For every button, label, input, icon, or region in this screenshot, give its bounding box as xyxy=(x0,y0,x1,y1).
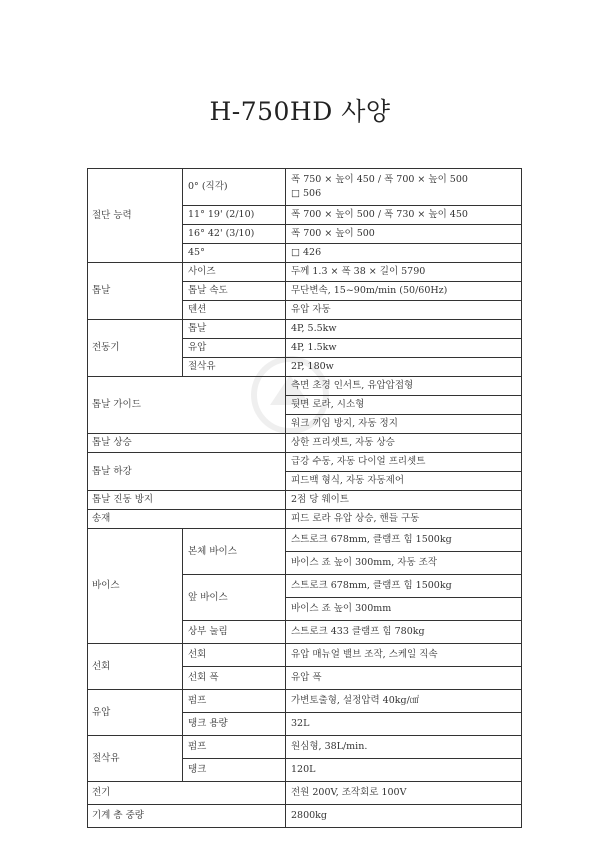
row-label-vibration: 톱날 진동 방지 xyxy=(88,491,286,510)
spec-table xyxy=(87,168,522,828)
row-label-descent: 톱날 하강 xyxy=(88,453,286,491)
hydraulic-pump-label: 펌프 xyxy=(183,690,286,713)
row-label-guide: 톱날 가이드 xyxy=(88,377,286,434)
cutting-value-0 xyxy=(286,169,522,206)
swivel-sub-label: 선회 xyxy=(183,644,286,667)
row-label-vise: 바이스 xyxy=(88,529,183,644)
descent-line1: 급강 수동, 자동 다이얼 프리셋트 xyxy=(286,453,522,472)
vise-main-line1: 스트로크 678mm, 클램프 힘 1500kg xyxy=(286,529,522,552)
coolant-tank-label: 탱크 xyxy=(183,759,286,782)
guide-line3: 워크 끼임 방지, 자동 정지 xyxy=(286,415,522,434)
table-row xyxy=(88,644,522,667)
blade-tension-value: 유압 자동 xyxy=(286,301,522,320)
vibration-value: 2점 당 웨이트 xyxy=(286,491,522,510)
rise-value: 상한 프리셋트, 자동 상승 xyxy=(286,434,522,453)
coolant-pump-value: 원심형, 38L/min. xyxy=(286,736,522,759)
swivel-sub-value: 유압 매뉴얼 밸브 조작, 스케일 직속 xyxy=(286,644,522,667)
hydraulic-tank-label: 탱크 용량 xyxy=(183,713,286,736)
table-row xyxy=(88,491,522,510)
table-row xyxy=(88,453,522,472)
hydraulic-tank-value: 32L xyxy=(286,713,522,736)
motor-hyd-value: 4P, 1.5kw xyxy=(286,339,522,358)
vise-top-label: 상부 눌림 xyxy=(183,621,286,644)
motor-blade-label: 톱날 xyxy=(183,320,286,339)
vise-front-line1: 스트로크 678mm, 클램프 힘 1500kg xyxy=(286,575,522,598)
vise-front-label: 앞 바이스 xyxy=(183,575,286,621)
row-label-motor: 전동기 xyxy=(88,320,183,377)
swivel-width-label: 선회 폭 xyxy=(183,667,286,690)
weight-value: 2800kg xyxy=(286,805,522,828)
vise-main-label: 본체 바이스 xyxy=(183,529,286,575)
vise-main-line2: 바이스 죠 높이 300mm, 자동 조작 xyxy=(286,552,522,575)
blade-tension-label: 텐션 xyxy=(183,301,286,320)
blade-size-label: 사이즈 xyxy=(183,263,286,282)
table-row xyxy=(88,169,522,206)
cutting-angle-45: 45° xyxy=(183,244,286,263)
guide-line2: 뒷면 로라, 시소형 xyxy=(286,396,522,415)
row-label-weight: 기계 총 중량 xyxy=(88,805,286,828)
motor-blade-value: 4P, 5.5kw xyxy=(286,320,522,339)
table-row xyxy=(88,782,522,805)
vise-top-value: 스트로크 433 클램프 힘 780kg xyxy=(286,621,522,644)
table-row xyxy=(88,690,522,713)
blade-speed-label: 톱날 속도 xyxy=(183,282,286,301)
blade-size-value: 두께 1.3 × 폭 38 × 길이 5790 xyxy=(286,263,522,282)
blade-speed-value: 무단변속, 15~90m/min (50/60Hz) xyxy=(286,282,522,301)
table-row xyxy=(88,529,522,552)
table-row xyxy=(88,510,522,529)
coolant-tank-value: 120L xyxy=(286,759,522,782)
row-label-rise: 톱날 상승 xyxy=(88,434,286,453)
page-title: H-750HD 사양 xyxy=(209,97,391,126)
vise-front-line2: 바이스 죠 높이 300mm xyxy=(286,598,522,621)
cutting-value-0-line1: 폭 750 × 높이 450 / 폭 700 × 높이 500 xyxy=(291,174,468,185)
coolant-pump-label: 펌프 xyxy=(183,736,286,759)
table-row xyxy=(88,736,522,759)
swivel-width-value: 유압 폭 xyxy=(286,667,522,690)
motor-coolant-label: 절삭유 xyxy=(183,358,286,377)
guide-line1: 측면 초경 인서트, 유압압접형 xyxy=(286,377,522,396)
row-label-coolant: 절삭유 xyxy=(88,736,183,782)
table-row xyxy=(88,377,522,396)
row-label-cutting: 절단 능력 xyxy=(88,169,183,263)
cutting-angle-0: 0° (직각) xyxy=(183,169,286,206)
cutting-angle-11: 11° 19' (2/10) xyxy=(183,206,286,225)
cutting-value-45: □ 426 xyxy=(286,244,522,263)
table-row xyxy=(88,320,522,339)
row-label-blade: 톱날 xyxy=(88,263,183,320)
table-row xyxy=(88,434,522,453)
motor-coolant-value: 2P, 180w xyxy=(286,358,522,377)
table-row xyxy=(88,805,522,828)
row-label-feed: 송재 xyxy=(88,510,286,529)
cutting-angle-16: 16° 42' (3/10) xyxy=(183,225,286,244)
descent-line2: 피드백 형식, 자동 자동제어 xyxy=(286,472,522,491)
row-label-hydraulic: 유압 xyxy=(88,690,183,736)
table-row xyxy=(88,263,522,282)
cutting-value-11: 폭 700 × 높이 500 / 폭 730 × 높이 450 xyxy=(286,206,522,225)
motor-hyd-label: 유압 xyxy=(183,339,286,358)
row-label-swivel: 선회 xyxy=(88,644,183,690)
feed-value: 피드 로라 유압 상승, 핸들 구동 xyxy=(286,510,522,529)
cutting-value-16: 폭 700 × 높이 500 xyxy=(286,225,522,244)
power-value: 전원 200V, 조작회로 100V xyxy=(286,782,522,805)
hydraulic-pump-value: 가변토출형, 설정압력 40kg/㎠ xyxy=(286,690,522,713)
row-label-power: 전기 xyxy=(88,782,286,805)
cutting-value-0-line2: □ 506 xyxy=(291,188,322,199)
